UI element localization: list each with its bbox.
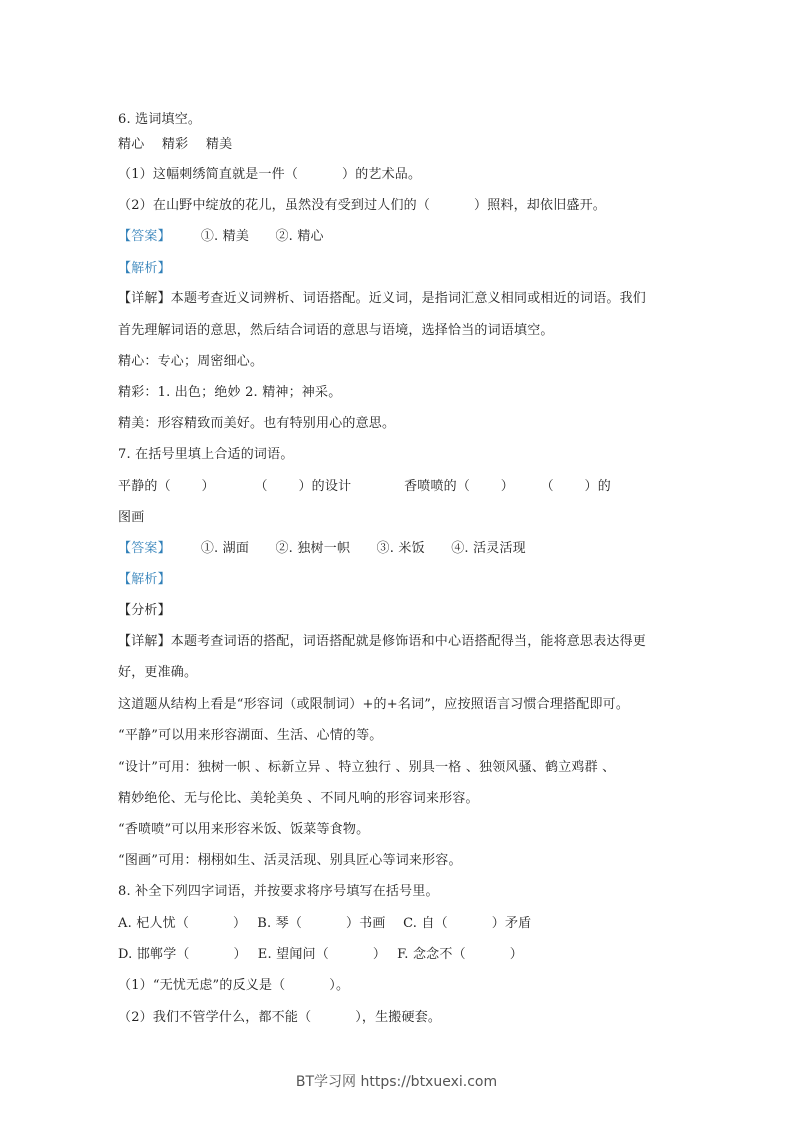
q7-row-1: 平静的（ ） （ ）的设计 香喷喷的（ ） （ ）的 <box>118 479 611 494</box>
q6-analysis-label: 【解析】 <box>118 261 171 276</box>
q7-paragraph-6: “图画”可用：栩栩如生、活灵活现、别具匠心等词来形容。 <box>118 853 462 868</box>
q6-sentence-1: （1）这幅刺绣简直就是一件（ ）的艺术品。 <box>118 167 422 182</box>
q6-title: 6. 选词填空。 <box>118 112 202 127</box>
q6-def-jingmei: 精美：形容精致而美好。也有特别用心的意思。 <box>118 416 396 431</box>
q8-options-row-2: D. 邯郸学（ ） E. 望闻问（ ） F. 念念不（ ） <box>118 947 523 962</box>
q6-def-jingxin: 精心：专心；周密细心。 <box>118 354 264 369</box>
q7-detail-1: 【详解】本题考查词语的搭配，词语搭配就是修饰语和中心语搭配得当，能将意思表达得更 <box>118 634 647 649</box>
q6-detail-2: 首先理解词语的意思，然后结合词语的意思与语境，选择恰当的词语填空。 <box>118 323 554 338</box>
q6-answer: ①. 精美 ②. 精心 <box>200 229 324 244</box>
q7-title: 7. 在括号里填上合适的词语。 <box>118 447 294 462</box>
q6-options: 精心 精彩 精美 <box>118 137 233 152</box>
q7-answer-row <box>118 541 526 557</box>
q7-row-2: 图画 <box>118 510 145 525</box>
q6-def-jingcai: 精彩：1. 出色；绝妙 2. 精神；神采。 <box>118 385 342 400</box>
answer-label: 【答案】 <box>118 229 171 244</box>
site-watermark: BT学习网 https://btxuexi.com <box>295 1074 498 1090</box>
q7-paragraph-4: 精妙绝伦、无与伦比、美轮美奂 、不同凡响的形容词来形容。 <box>118 791 479 806</box>
q8-sentence-1: （1）“无忧无虑”的反义是（ ）。 <box>118 978 350 993</box>
q7-detail-2: 好，更准确。 <box>118 665 198 680</box>
q6-detail-1: 【详解】本题考查近义词辨析、词语搭配。近义词，是指词汇意义相同或相近的词语。我们 <box>118 291 647 306</box>
q6-sentence-2: （2）在山野中绽放的花儿，虽然没有受到过人们的（ ）照料，却依旧盛开。 <box>118 198 607 213</box>
answer-label: 【答案】 <box>118 541 171 556</box>
q8-title: 8. 补全下列四字词语，并按要求将序号填写在括号里。 <box>118 884 439 899</box>
q7-analysis-label: 【解析】 <box>118 572 171 587</box>
q7-paragraph-5: “香喷喷”可以用来形容米饭、饭菜等食物。 <box>118 822 370 837</box>
q8-options-row-1: A. 杞人忧（ ） B. 琴（ ）书画 C. 自（ ）矛盾 <box>118 916 532 931</box>
q7-answer: ①. 湖面 ②. 独树一帜 ③. 米饭 ④. 活灵活现 <box>200 541 526 556</box>
q8-sentence-2: （2）我们不管学什么，都不能（ ），生搬硬套。 <box>118 1010 442 1025</box>
q7-paragraph-2: “平静”可以用来形容湖面、生活、心情的等。 <box>118 728 383 743</box>
q6-answer-row <box>118 229 324 245</box>
q7-paragraph-3: “设计”可用：独树一帜 、标新立异 、特立独行 、别具一格 、独领风骚、鹤立鸡群 、 <box>118 760 616 775</box>
q7-fenxi-label: 【分析】 <box>118 603 171 618</box>
q7-paragraph-1: 这道题从结构上看是“形容词（或限制词）+的+名词”，应按照语言习惯合理搭配即可。 <box>118 697 630 712</box>
